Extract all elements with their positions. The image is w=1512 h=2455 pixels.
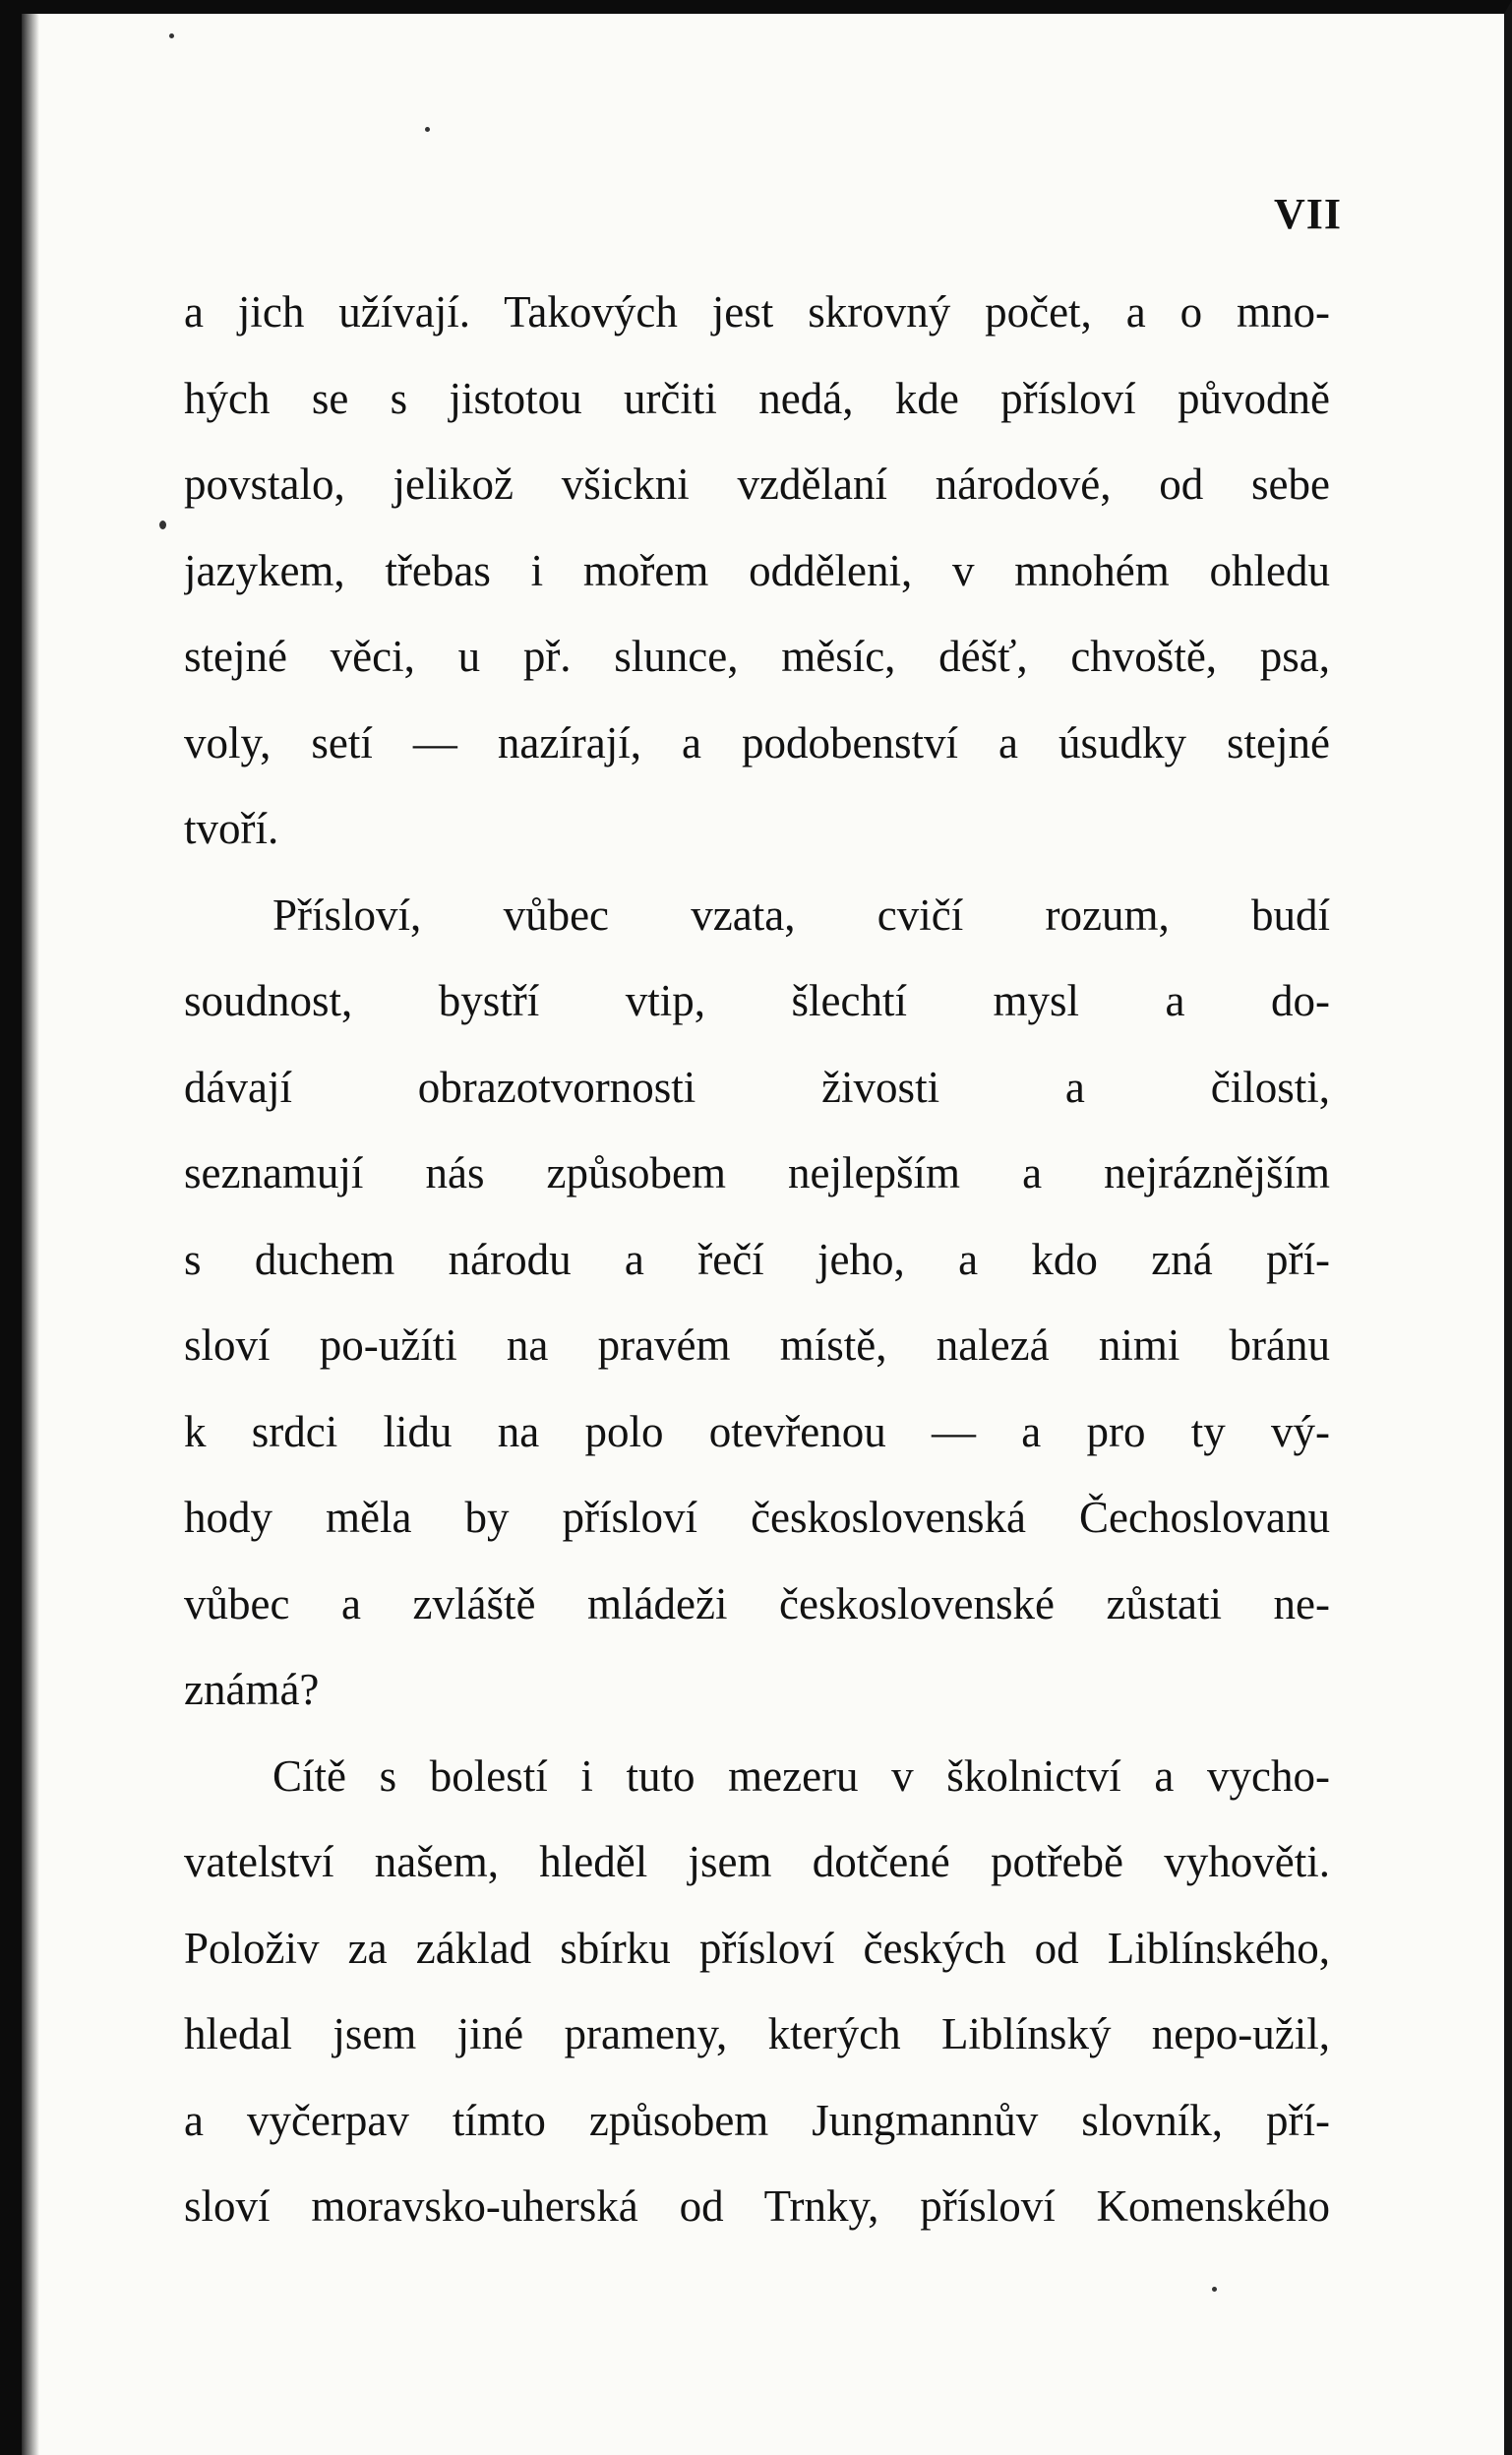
text-line: sloví po-užíti na pravém místě, nalezá nimi bránu — [184, 1320, 1330, 1370]
dust-speck — [1212, 2287, 1217, 2292]
text-line: vatelství našem, hleděl jsem dotčené potřebě vyhověti. — [184, 1837, 1330, 1886]
text-line: Cítě s bolestí i tuto mezeru v školnictví a vycho- — [272, 1750, 1330, 1801]
dust-speck — [169, 33, 174, 38]
text-line: jazykem, třebas i mořem odděleni, v mnohém ohledu — [184, 545, 1330, 595]
text-line: k srdci lidu na polo otevřenou — a pro ty vý- — [184, 1406, 1330, 1456]
binding-shadow — [22, 14, 39, 2455]
dust-speck — [425, 127, 430, 132]
text-line: hody měla by přísloví československá Čechoslovanu — [184, 1493, 1330, 1542]
text-line: sloví moravsko-uherská od Trnky, přísloví Komenského — [184, 2181, 1330, 2231]
text-line: s duchem národu a řečí jeho, a kdo zná pří- — [184, 1234, 1330, 1284]
text-line: a vyčerpav tímto způsobem Jungmannův slovník, pří- — [184, 2095, 1330, 2145]
text-line: Přísloví, vůbec vzata, cvičí rozum, budí — [272, 890, 1330, 940]
text-line: stejné věci, u př. slunce, měsíc, déšť, chvoště, psa, — [184, 632, 1330, 681]
text-line: tvoří. — [184, 804, 279, 853]
text-line: a jich užívají. Takových jest skrovný počet, a o mno- — [184, 287, 1330, 337]
text-line: povstalo, jelikož všickni vzdělaní národové, od sebe — [184, 460, 1330, 509]
page-number: VII — [1273, 190, 1342, 238]
text-line: hých se s jistotou určiti nedá, kde přísloví původně — [184, 373, 1330, 423]
text-line: Položiv za základ sbírku přísloví českých od Liblínského, — [184, 1923, 1330, 1973]
text-line: voly, setí — nazírají, a podobenství a úsudky stejné — [184, 717, 1330, 767]
text-line: hledal jsem jiné prameny, kterých Liblínský nepo-užil, — [184, 2009, 1330, 2058]
text-line: seznamují nás způsobem nejlepším a nejráznějším — [184, 1148, 1330, 1197]
dust-speck — [159, 521, 166, 529]
text-line: soudnost, bystří vtip, šlechtí mysl a do- — [184, 976, 1330, 1025]
text-line: známá? — [184, 1665, 320, 1714]
text-line: vůbec a zvláště mládeži československé zůstati ne- — [184, 1578, 1330, 1628]
text-line: dávají obrazotvornosti živosti a čilosti, — [184, 1062, 1330, 1112]
body-text — [184, 270, 1330, 2250]
